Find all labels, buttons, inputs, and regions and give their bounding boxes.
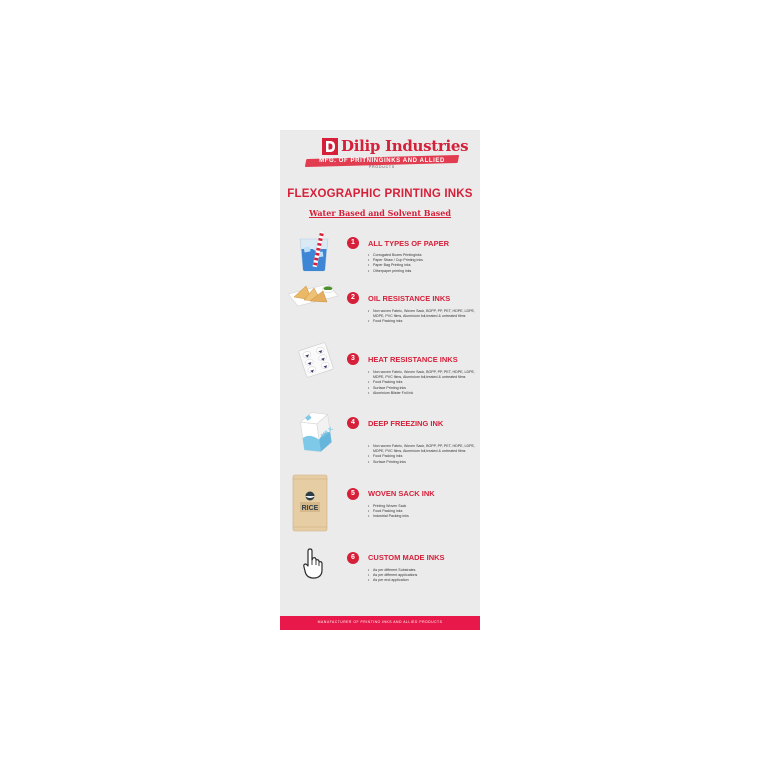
- rice-sack-icon: [292, 474, 328, 537]
- section-bullet-list: [368, 370, 476, 396]
- list-item: • As per end application: [368, 578, 476, 583]
- list-item: • Food Packing inks: [368, 454, 476, 459]
- blister-pack-icon: [296, 342, 336, 383]
- infographic-poster: [280, 130, 480, 630]
- section-title: ALL TYPES OF PAPER: [368, 239, 449, 248]
- section-bullet-list: [368, 309, 476, 325]
- hand-pointing-icon: [300, 548, 330, 585]
- footer-banner: [280, 616, 480, 630]
- list-item: • Food Packing inks: [368, 380, 476, 385]
- brand-name: Dilip Industries: [341, 137, 469, 155]
- list-item: • Non woven Fabric, Woven Sack, BOPP, PP, PET, HDPE, LDPE, MDPE, PVC films, Aluminium foil,treated & untreated films: [368, 444, 476, 454]
- list-item: • Printing Woven Sack: [368, 504, 476, 509]
- section-bullet-list: [368, 444, 476, 465]
- section-number-badge: 5: [347, 488, 359, 500]
- section-title: WOVEN SACK INK: [368, 489, 435, 498]
- milk-carton-icon: [294, 408, 340, 461]
- brand-tagline-line2: PRODUCTS: [368, 165, 396, 169]
- list-item: • Surface Printing inks: [368, 460, 476, 465]
- list-item: • Surface Printing inks: [368, 386, 476, 391]
- section-number-badge: 4: [347, 417, 359, 429]
- page-title: FLEXOGRAPHIC PRINTING INKS: [287, 188, 473, 200]
- samosa-plate-icon: [284, 280, 342, 315]
- section-bullet-list: [368, 253, 476, 274]
- brand-logo: [322, 137, 468, 155]
- list-item: • Aluminium Blister Foil ink: [368, 391, 476, 396]
- list-item: • Non woven Fabric, Woven Sack, BOPP, PP, PET, HDPE, LDPE, MDPE, PVC films, Aluminium foil,treated & untreated films: [368, 370, 476, 380]
- brand-tagline-banner: [306, 156, 458, 169]
- list-item: • Paper Straw / Cup Printing inks: [368, 258, 476, 263]
- section-number-badge: 6: [347, 552, 359, 564]
- list-item: • As per different Substrates: [368, 568, 476, 573]
- section-title: OIL RESISTANCE INKS: [368, 294, 451, 303]
- section-title: DEEP FREEZING INK: [368, 419, 444, 428]
- milk-label: MILK: [320, 426, 335, 440]
- section-number-badge: 2: [347, 292, 359, 304]
- list-item: • Otherpaper printing inks: [368, 269, 476, 274]
- brand-tagline: MFG. OF PRITNINGINKS AND ALLIED: [319, 158, 445, 164]
- section-number-badge: 1: [347, 237, 359, 249]
- section-title: CUSTOM MADE INKS: [368, 553, 445, 562]
- list-item: • Corrugated Boxes Printinginks: [368, 253, 476, 258]
- page-subtitle: Water Based and Solvent Based: [309, 208, 451, 218]
- list-item: • As per different applications: [368, 573, 476, 578]
- section-title: HEAT RESISTANCE INKS: [368, 355, 458, 364]
- list-item: • Paper Bag Printing inks: [368, 263, 476, 268]
- logo-mark-icon: [322, 138, 338, 155]
- footer-text: MANUFACTURER OF PRINTING INKS AND ALLIED PRODUCTS: [317, 620, 443, 624]
- list-item: • Food Packing inks: [368, 319, 476, 324]
- section-bullet-list: [368, 504, 476, 520]
- rice-label: RICE: [301, 505, 319, 512]
- list-item: • Food Packing inks: [368, 509, 476, 514]
- list-item: • Non woven Fabric, Woven Sack, BOPP, PP, PET, HDPE, LDPE, MDPE, PVC films, Aluminium foil,treated & untreated films: [368, 309, 476, 319]
- drinking-glass-with-straw-icon: [294, 231, 334, 278]
- list-item: • Industrial Packing inks: [368, 514, 476, 519]
- section-number-badge: 3: [347, 353, 359, 365]
- section-bullet-list: [368, 568, 476, 584]
